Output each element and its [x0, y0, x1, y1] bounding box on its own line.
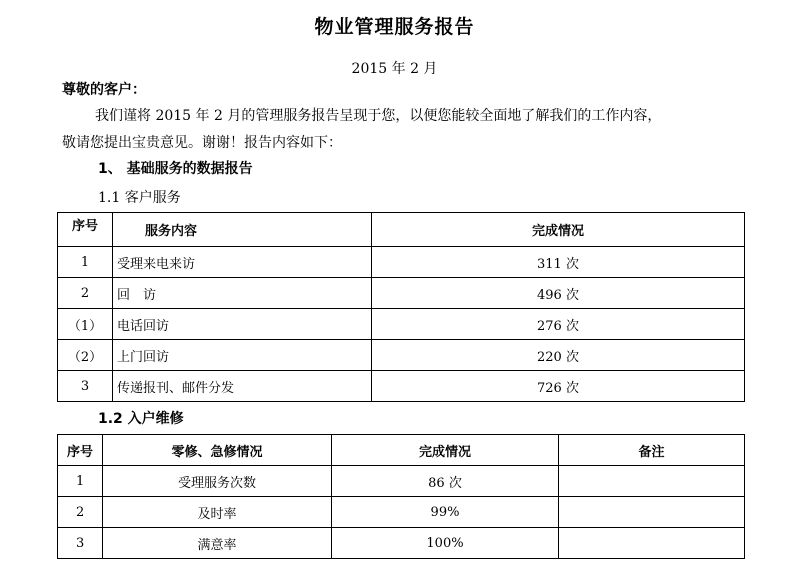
subsection-heading-home-repair: 1.2 入户维修	[98, 411, 184, 427]
cell-service-item: 受理来电来访	[113, 247, 372, 278]
cell-completion: 220 次	[372, 340, 745, 371]
greeting: 尊敬的客户：	[62, 82, 146, 98]
table-row	[58, 309, 745, 340]
cell-repair-item: 满意率	[103, 528, 332, 559]
cell-repair-item: 及时率	[103, 497, 332, 528]
cell-completion: 726 次	[372, 371, 745, 402]
header-completion: 完成情况	[332, 435, 559, 466]
cell-serial: （2）	[58, 340, 113, 371]
header-serial: 序号	[58, 435, 103, 466]
cell-service-item: 上门回访	[113, 340, 372, 371]
page-title: 物业管理服务报告	[314, 16, 475, 38]
cell-remarks	[559, 466, 745, 497]
table-row	[58, 528, 745, 559]
cell-serial: 3	[58, 371, 113, 402]
cell-serial: 1	[58, 466, 103, 497]
intro-paragraph-line-2: 敬请您提出宝贵意见。谢谢！报告内容如下：	[62, 135, 342, 151]
cell-serial: 1	[58, 247, 113, 278]
section-heading-basic-services: 1、 基础服务的数据报告	[98, 161, 253, 177]
header-completion: 完成情况	[372, 213, 745, 247]
header-remarks: 备注	[559, 435, 745, 466]
cell-completion: 311 次	[372, 247, 745, 278]
header-serial: 序号	[58, 213, 113, 247]
cell-completion: 100%	[332, 528, 559, 559]
header-service-content: 服务内容	[113, 213, 372, 247]
cell-serial: 3	[58, 528, 103, 559]
cell-service-item: 回 访	[113, 278, 372, 309]
cell-serial: 2	[58, 497, 103, 528]
table-header-row	[58, 213, 745, 247]
cell-completion: 86 次	[332, 466, 559, 497]
home-repair-table	[57, 434, 745, 559]
cell-service-item: 传递报刊、邮件分发	[113, 371, 372, 402]
cell-remarks	[559, 497, 745, 528]
table-row	[58, 278, 745, 309]
customer-service-table	[57, 212, 745, 402]
table-row	[58, 340, 745, 371]
cell-service-item: 电话回访	[113, 309, 372, 340]
cell-serial: （1）	[58, 309, 113, 340]
header-repair-status: 零修、急修情况	[103, 435, 332, 466]
cell-remarks	[559, 528, 745, 559]
cell-completion: 496 次	[372, 278, 745, 309]
cell-completion: 99%	[332, 497, 559, 528]
table-row	[58, 247, 745, 278]
table-row	[58, 466, 745, 497]
cell-repair-item: 受理服务次数	[103, 466, 332, 497]
report-date: 2015 年 2 月	[351, 61, 438, 77]
table-row	[58, 371, 745, 402]
table-row	[58, 497, 745, 528]
table-header-row	[58, 435, 745, 466]
intro-paragraph-line-1: 我们谨将 2015 年 2 月的管理服务报告呈现于您，以便您能较全面地了解我们的工作内容，	[95, 108, 662, 124]
subsection-heading-customer-service: 1.1 客户服务	[98, 190, 181, 206]
cell-completion: 276 次	[372, 309, 745, 340]
cell-serial: 2	[58, 278, 113, 309]
